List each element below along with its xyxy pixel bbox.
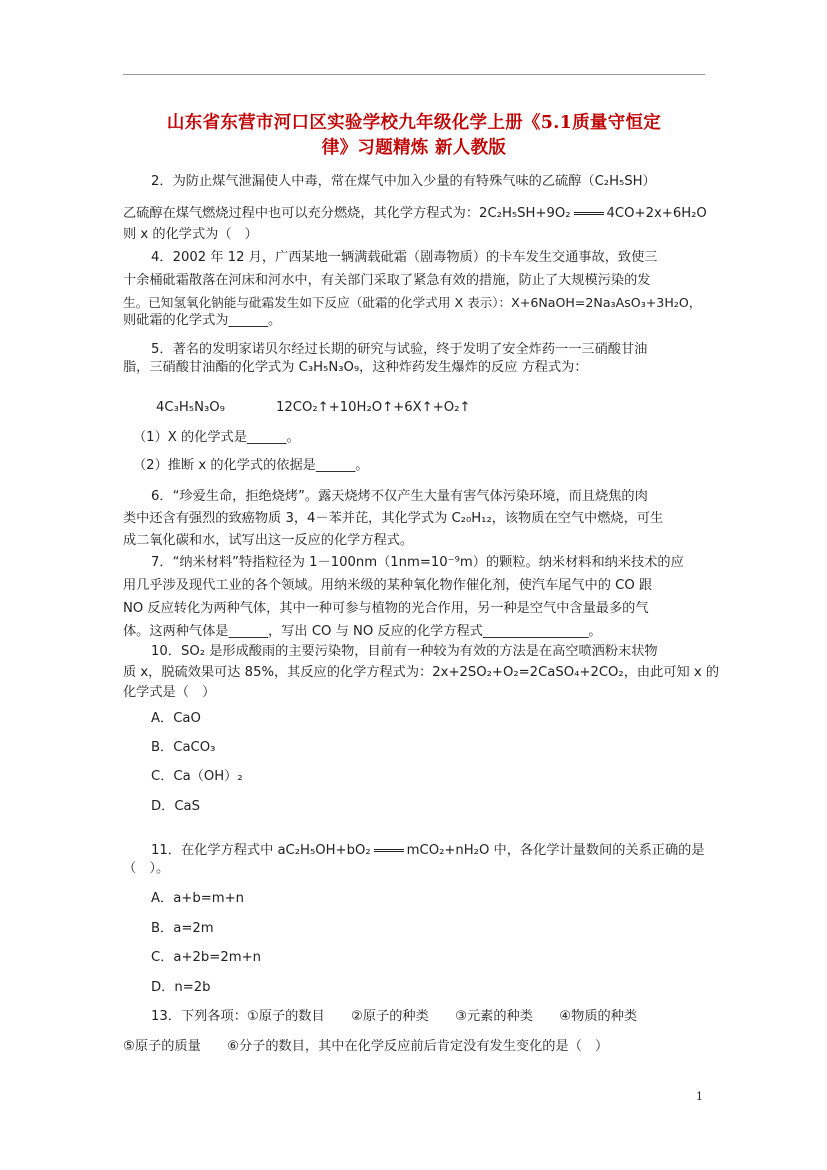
q2-line-1: 2．为防止煤气泄漏使人中毒，常在煤气中加入少量的有特殊气味的乙硫醇（C₂H₅SH） <box>151 174 656 189</box>
q4-line-2: 十余桶砒霜散落在河床和河水中，有关部门采取了紧急有效的措施，防止了大规模污染的发 <box>123 273 651 288</box>
q10-option-d: D．CaS <box>151 799 201 814</box>
q10-line-1: 10．SO₂ 是形成酸雨的主要污染物，目前有一种较为有效的方法是在高空喷洒粉末状物 <box>151 644 658 659</box>
q5-sub-2: （2）推断 x 的化学式的依据是______。 <box>133 458 369 473</box>
q11-option-d: D．n=2b <box>151 980 211 995</box>
q4-line-3: 生。已知氢氧化钠能与砒霜发生如下反应（砒霜的化学式用 X 表示）：X+6NaOH=2Na₃AsO₃+3H₂O， <box>123 295 702 310</box>
q5-eq-left: 4C₃H₅N₃O₉ <box>156 400 225 415</box>
q4-line-1: 4．2002 年 12 月，广西某地一辆满载砒霜（剧毒物质）的卡车发生交通事故，致使三 <box>151 250 658 265</box>
q7-line-4: 体。这两种气体是______，写出 CO 与 NO 反应的化学方程式________________。 <box>123 624 602 639</box>
q11-eq-left: 11．在化学方程式中 aC₂H₅OH+bO₂ <box>151 843 371 858</box>
q5-line-2: 脂，三硝酸甘油酯的化学式为 C₃H₅N₃O₉，这种炸药发生爆炸的反应 方程式为： <box>123 360 588 375</box>
q5-sub-1: （1）X 的化学式是______。 <box>133 430 300 445</box>
q10-option-a: A．CaO <box>151 711 201 726</box>
q10-option-b: B．CaCO₃ <box>151 740 216 755</box>
title-line-1: 山东省东营市河口区实验学校九年级化学上册《5.1质量守恒定 <box>166 113 662 133</box>
q11-option-b: B．a=2m <box>151 921 214 936</box>
q6-line-2: 类中还含有强烈的致癌物质 3，4－苯并芘，其化学式为 C₂₀H₁₂，该物质在空气中燃烧，可生 <box>123 511 664 526</box>
q11-option-c: C．a+2b=2m+n <box>151 950 261 965</box>
q5-eq-right: 12CO₂↑+10H₂O↑+6X↑+O₂↑ <box>276 400 471 415</box>
q11-option-a: A．a+b=m+n <box>151 891 245 906</box>
q2-line-3: 则 x 的化学式为（ ） <box>123 227 258 242</box>
q2-eq-right: 4CO+2x+6H₂O <box>606 206 707 221</box>
q10-option-c: C．Ca（OH）₂ <box>151 769 243 784</box>
q11-line-2: （ ）。 <box>123 861 170 876</box>
header-rule <box>123 74 705 75</box>
q5-line-1: 5．著名的发明家诺贝尔经过长期的研究与试验，终于发明了安全炸药一一三硝酸甘油 <box>151 342 648 357</box>
q7-line-3: NO 反应转化为两种气体，其中一种可参与植物的光合作用，另一种是空气中含量最多的气 <box>123 601 649 616</box>
q4-line-4: 则砒霜的化学式为______。 <box>123 313 282 328</box>
q11-eq-right: mCO₂+nH₂O 中，各化学计量数间的关系正确的是 <box>406 843 705 858</box>
q10-line-2: 质 x，脱硫效果可达 85%，其反应的化学方程式为：2x+2SO₂+O₂=2CaSO₄+2CO₂，由此可知 x 的 <box>123 665 720 680</box>
q6-line-1: 6．“珍爱生命，拒绝烧烤”。露天烧烤不仅产生大量有害气体污染环境，而且烧焦的肉 <box>151 489 648 504</box>
q7-line-1: 7．“纳米材料”特指粒径为 1－100nm（1nm=10⁻⁹m）的颗粒。纳米材料和纳米技术的应 <box>151 555 684 570</box>
q2-eq-left: 乙硫醇在煤气燃烧过程中也可以充分燃烧，其化学方程式为：2C₂H₅SH+9O₂ <box>123 206 571 221</box>
equals-arrow-icon <box>574 212 604 215</box>
q13-line-1: 13．下列各项：①原子的数目 ②原子的种类 ③元素的种类 ④物质的种类 <box>151 1009 638 1024</box>
q7-line-2: 用几乎涉及现代工业的各个领域。用纳米级的某种氧化物作催化剂，使汽车尾气中的 CO 跟 <box>123 578 653 593</box>
q10-line-3: 化学式是（ ） <box>123 685 216 700</box>
document-title <box>123 111 705 161</box>
page-number: 1 <box>696 1090 703 1103</box>
equals-arrow-icon <box>374 849 404 852</box>
title-line-2: 律》习题精炼 新人教版 <box>321 138 507 158</box>
q6-line-3: 成二氧化碳和水，试写出这一反应的化学方程式。 <box>123 533 414 548</box>
q13-line-2: ⑤原子的质量 ⑥分子的数目，其中在化学反应前后肯定没有发生变化的是（ ） <box>123 1039 609 1054</box>
